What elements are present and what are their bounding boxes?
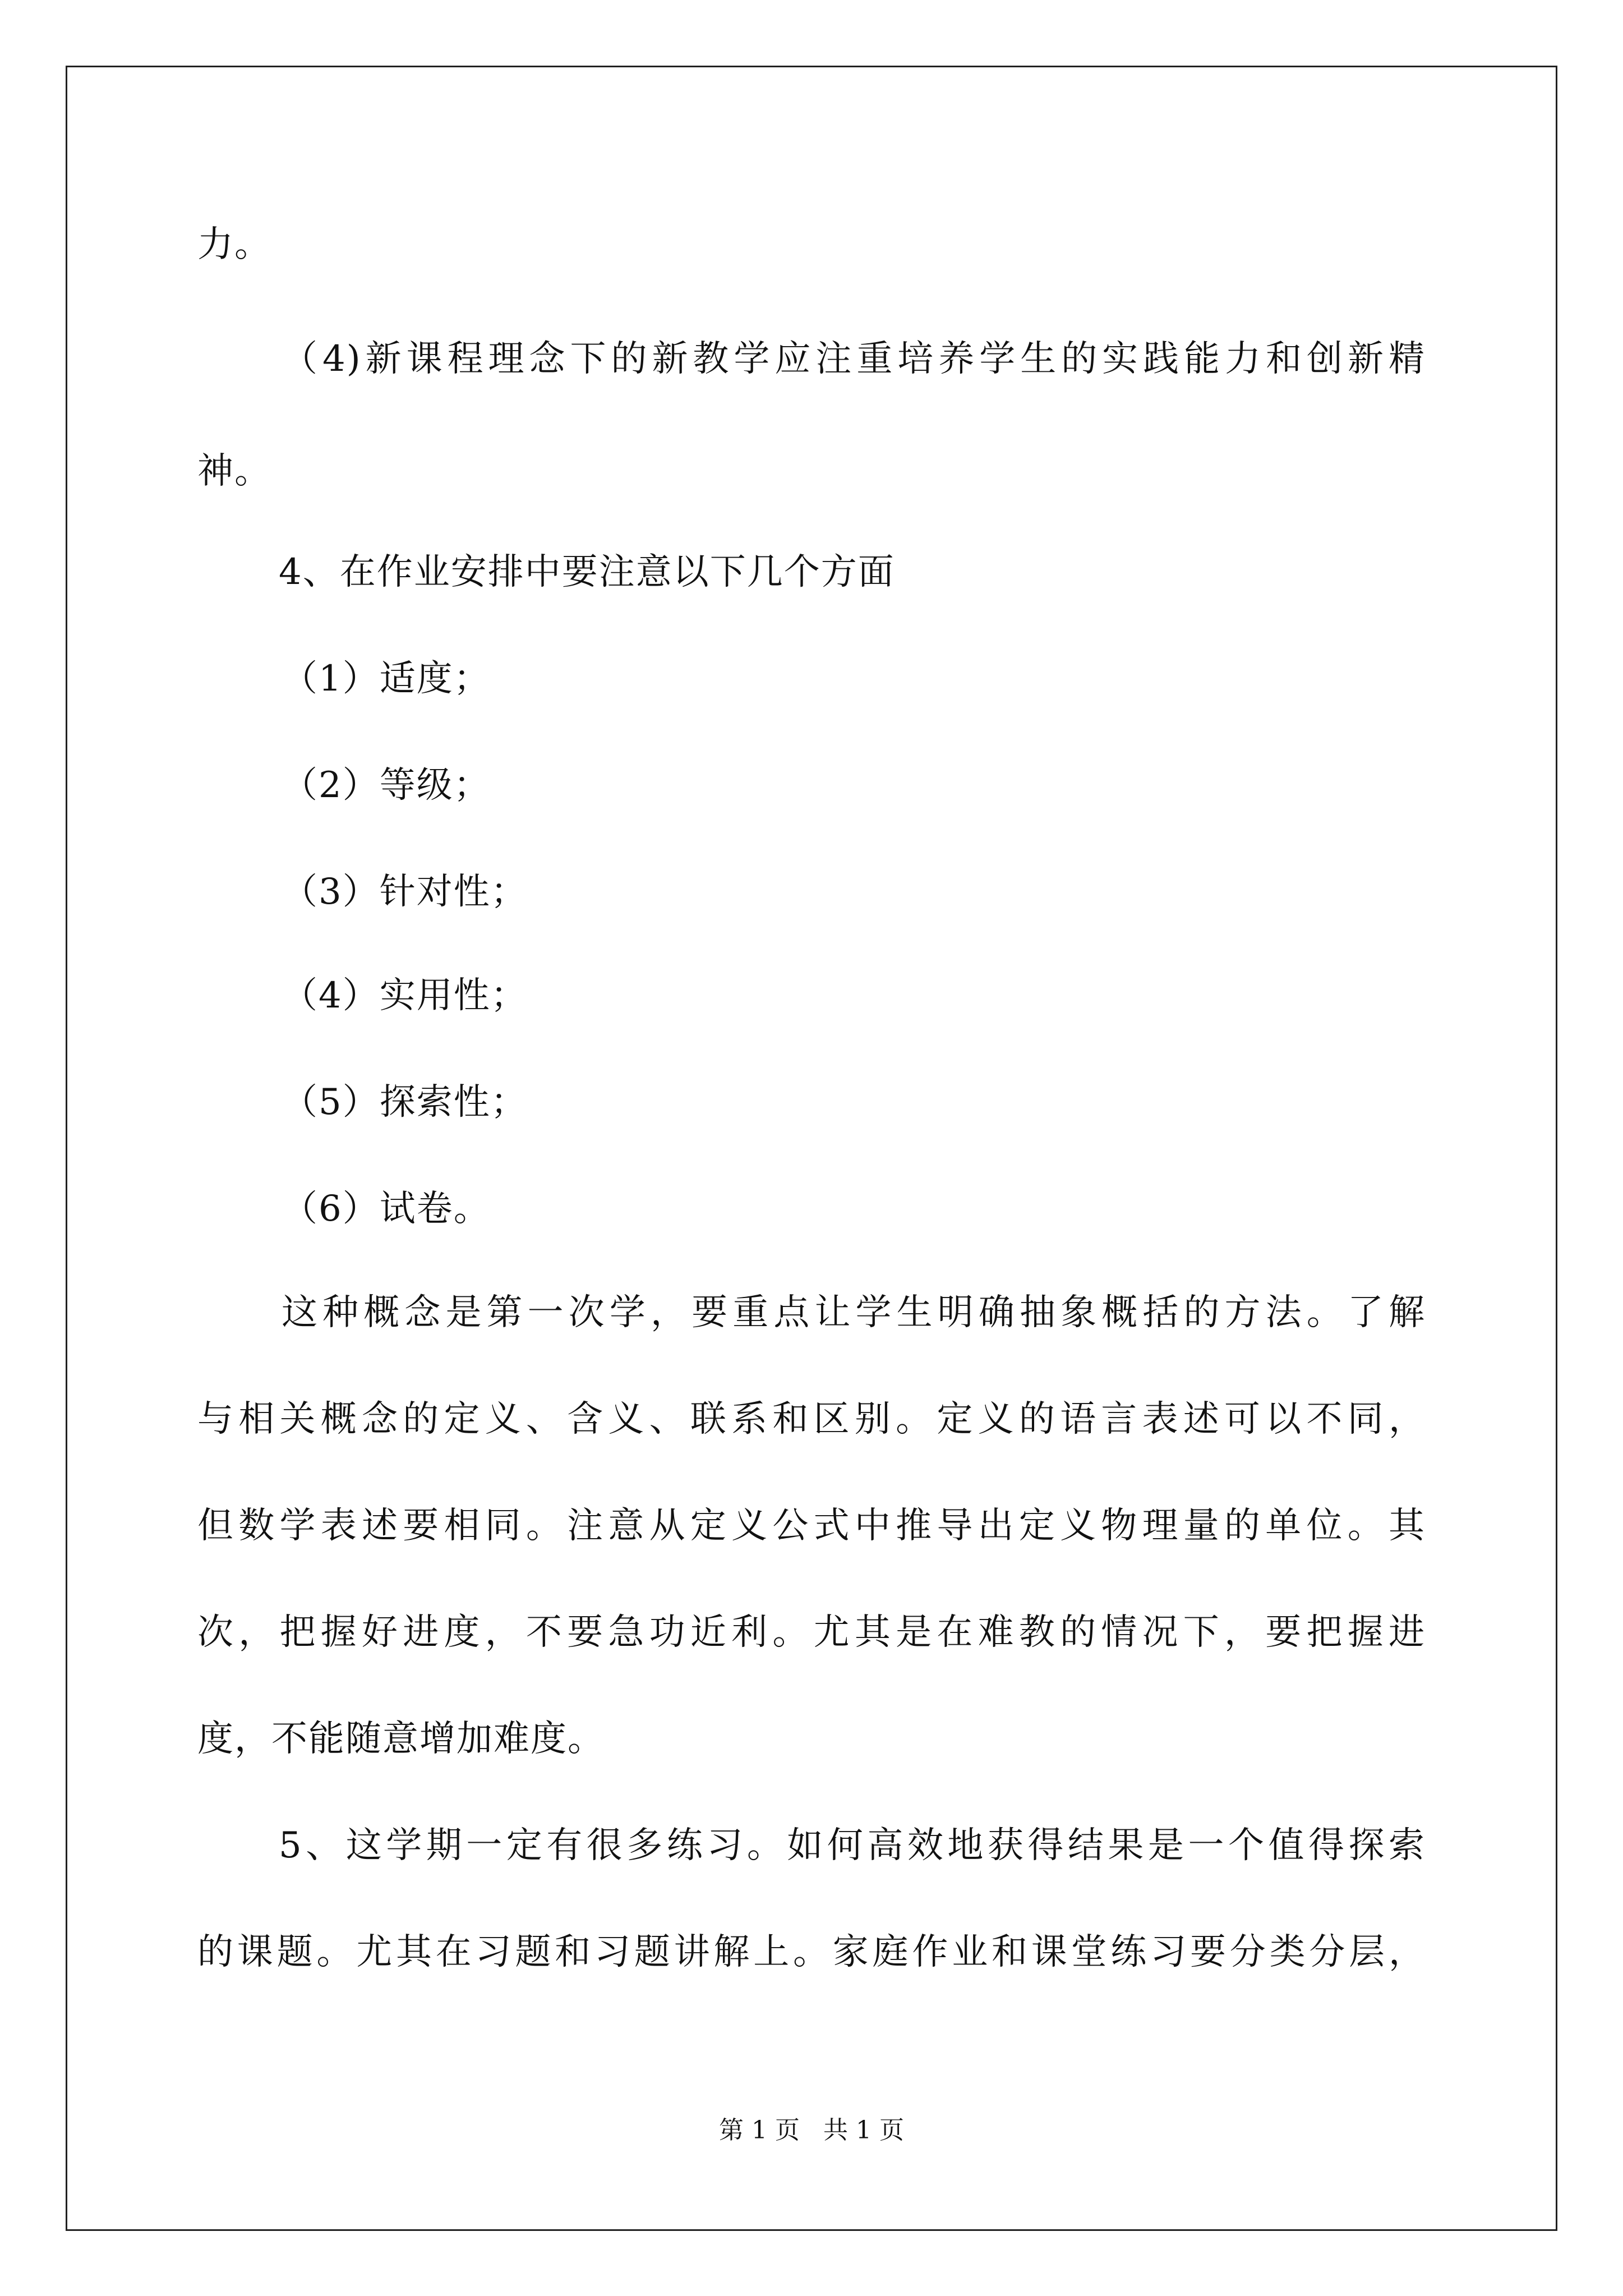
text-line-14: 次，把握好进度，不要急功近利。尤其是在难教的情况下，要把握进: [197, 1612, 1426, 1653]
text-line-13: 但数学表述要相同。注意从定义公式中推导出定义物理量的单位。其: [197, 1505, 1426, 1547]
text-line-2: （4)新课程理念下的新教学应注重培养学生的实践能力和创新精: [282, 338, 1426, 380]
text-line-9: （5）探索性；: [282, 1082, 528, 1123]
text-line-5: （1）适度；: [282, 658, 491, 700]
text-line-7: （3）针对性；: [282, 871, 528, 913]
page-number-footer: 第 1 页 共 1 页: [719, 2116, 904, 2145]
text-line-3: 神。: [197, 450, 271, 492]
text-line-10: （6）试卷。: [282, 1188, 491, 1230]
text-line-15: 度，不能随意增加难度。: [197, 1718, 605, 1760]
text-line-17: 的课题。尤其在习题和习题讲解上。家庭作业和课堂练习要分类分层，: [197, 1931, 1426, 1973]
text-line-11: 这种概念是第一次学，要重点让学生明确抽象概括的方法。了解: [282, 1292, 1426, 1333]
text-line-8: （4）实用性；: [282, 975, 528, 1016]
text-line-4: 4、在作业安排中要注意以下几个方面: [279, 551, 895, 593]
page-border: [66, 66, 1557, 2231]
text-line-6: （2）等级；: [282, 765, 491, 806]
text-line-12: 与相关概念的定义、含义、联系和区别。定义的语言表述可以不同，: [197, 1398, 1426, 1440]
text-line-16: 5、这学期一定有很多练习。如何高效地获得结果是一个值得探索: [279, 1825, 1426, 1866]
text-line-1: 力。: [197, 224, 271, 265]
